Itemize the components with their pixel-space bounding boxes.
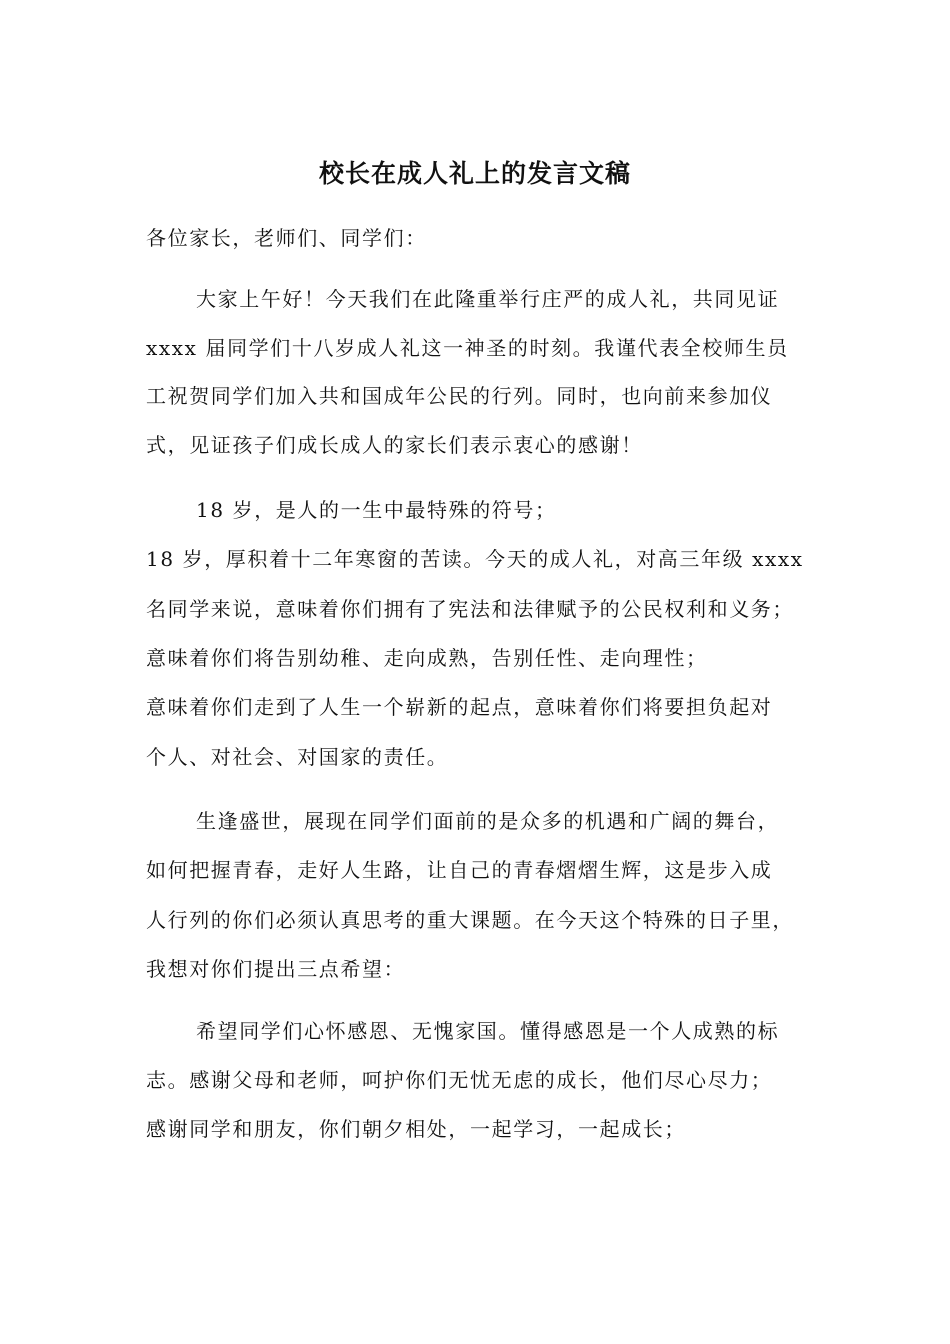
paragraph-line: 感谢同学和朋友，你们朝夕相处，一起学习，一起成长；: [146, 1117, 686, 1141]
paragraph-line: 我想对你们提出三点希望：: [146, 957, 406, 981]
paragraph-line: 大家上午好！今天我们在此隆重举行庄严的成人礼，共同见证: [196, 287, 780, 311]
paragraph-line: 如何把握青春，走好人生路，让自己的青春熠熠生辉，这是步入成: [146, 858, 773, 882]
paragraph-line: 意味着你们将告别幼稚、走向成熟，告别任性、走向理性；: [146, 646, 708, 670]
salutation-line: 各位家长，老师们、同学们：: [146, 226, 427, 250]
paragraph-line: 18 岁，厚积着十二年寒窗的苦读。今天的成人礼，对高三年级 xxxx: [146, 547, 804, 571]
paragraph-line: xxxx 届同学们十八岁成人礼这一神圣的时刻。我谨代表全校师生员: [146, 336, 789, 360]
paragraph-line: 式，见证孩子们成长成人的家长们表示衷心的感谢！: [146, 433, 643, 457]
paragraph-line: 个人、对社会、对国家的责任。: [146, 745, 449, 769]
paragraph-line: 希望同学们心怀感恩、无愧家国。懂得感恩是一个人成熟的标: [196, 1019, 780, 1043]
paragraph-line: 18 岁，是人的一生中最特殊的符号；: [196, 498, 557, 522]
paragraph-line: 意味着你们走到了人生一个崭新的起点，意味着你们将要担负起对: [146, 695, 773, 719]
paragraph-line: 工祝贺同学们加入共和国成年公民的行列。同时，也向前来参加仪: [146, 384, 773, 408]
paragraph-line: 名同学来说，意味着你们拥有了宪法和法律赋予的公民权利和义务；: [146, 597, 794, 621]
paragraph-line: 人行列的你们必须认真思考的重大课题。在今天这个特殊的日子里，: [146, 908, 794, 932]
paragraph-line: 志。感谢父母和老师，呵护你们无忧无虑的成长，他们尽心尽力；: [146, 1068, 773, 1092]
paragraph-line: 生逢盛世，展现在同学们面前的是众多的机遇和广阔的舞台，: [196, 809, 780, 833]
document-title: 校长在成人礼上的发言文稿: [318, 159, 631, 188]
